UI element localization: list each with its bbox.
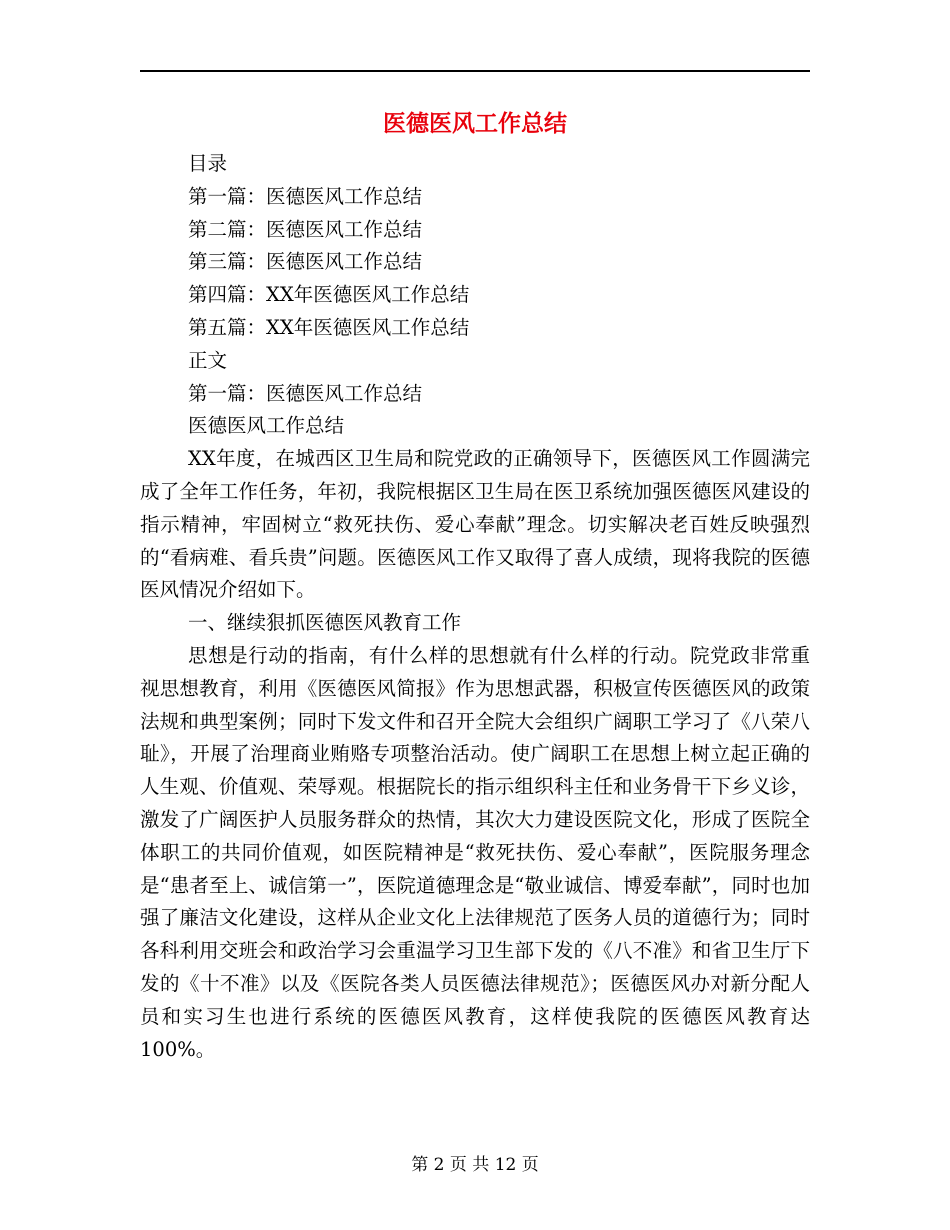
toc-heading: 目录	[188, 152, 228, 175]
body-heading: 正文	[188, 348, 228, 372]
document-title: 医德医风工作总结	[383, 110, 567, 137]
header-rule	[140, 70, 810, 72]
toc-item: 第一篇：医德医风工作总结	[188, 184, 423, 208]
paragraph-intro: XX年度，在城西区卫生局和院党政的正确领导下，医德医风工作圆满完成了全年工作任务，年初，我院根据区卫生局在医卫系统加强医德医风建设的指示精神，牢固树立“救死扶伤、爱心奉献”理念。切实解决老百姓反映强烈的“看病难、看兵贵”问题。医德医风工作又取得了喜人成绩，现将我院的医德医风情况介绍如下。	[140, 447, 810, 602]
subsection-heading: 一、继续狠抓医德医风教育工作	[188, 611, 462, 635]
toc-item: 第四篇：XX年医德医风工作总结	[188, 283, 470, 307]
section-heading: 第一篇：医德医风工作总结	[188, 381, 423, 405]
toc-item: 第三篇：医德医风工作总结	[188, 250, 423, 274]
toc-item: 第二篇：医德医风工作总结	[188, 217, 423, 241]
document-body	[140, 148, 810, 1066]
paragraph-education: 思想是行动的指南，有什么样的思想就有什么样的行动。院党政非常重视思想教育，利用《医德医风简报》作为思想武器，积极宣传医德医风的政策法规和典型案例；同时下发文件和召开全院大会组织广阔职工学习了《八荣八耻》，开展了治理商业贿赂专项整治活动。使广阔职工在思想上树立起正确的人生观、价值观、荣辱观。根据院长的指示组织科主任和业务骨干下乡义诊，激发了广阔医护人员服务群众的热情，其次大力建设医院文化，形成了医院全体职工的共同价值观，如医院精神是“救死扶伤、爱心奉献”，医院服务理念是“患者至上、诚信第一”，医院道德理念是“敬业诚信、博爱奉献”，同时也加强了廉洁文化建设，这样从企业文化上法律规范了医务人员的道德行为；同时各科利用交班会和政治学习会重温学习卫生部下发的《八不准》和省卫生厅下发的《十不准》以及《医院各类人员医德法律规范》；医德医风办对新分配人员和实习生也进行系统的医德医风教育，这样使我院的医德医风教育达100%。	[140, 643, 810, 1061]
toc-item: 第五篇：XX年医德医风工作总结	[188, 315, 470, 339]
page-number: 第 2 页 共 12 页	[411, 1155, 539, 1175]
section-subtitle: 医德医风工作总结	[188, 414, 345, 438]
